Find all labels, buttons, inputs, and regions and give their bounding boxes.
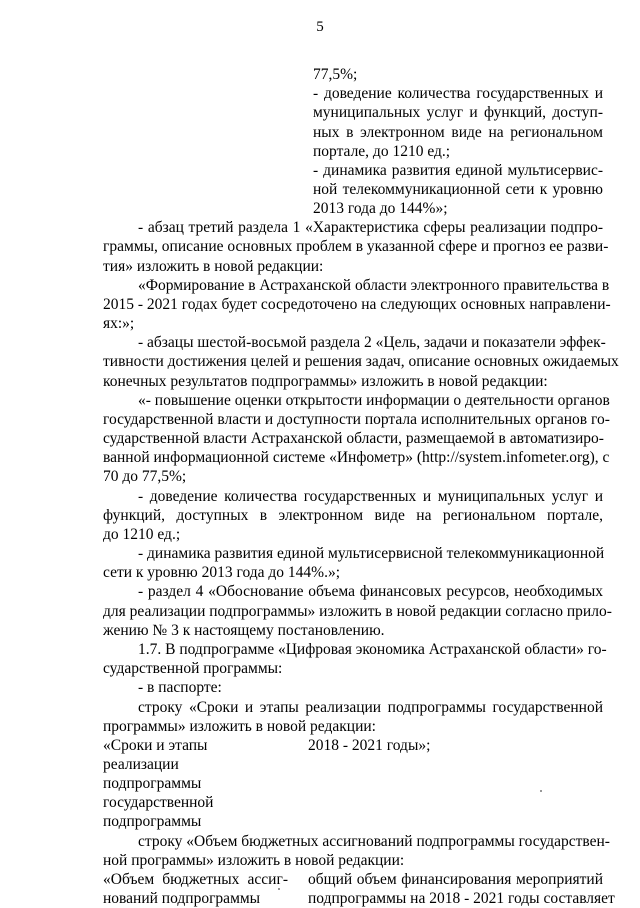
- text-line: - абзац третий раздела 1 «Характеристика сферы реализации подпро-: [138, 219, 603, 236]
- text-line: муниципальных услуг и функций, доступ-: [313, 104, 603, 121]
- text-line: жению № 3 к настоящему постановлению.: [103, 622, 385, 639]
- text-line: - доведение количества государственных и: [313, 85, 603, 102]
- text-line: - динамика развития единой мультисервисной телекоммуникационной: [138, 545, 605, 562]
- text-line: ванной информационной системе «Инфометр» (http://system.infometer.org), с: [103, 449, 610, 466]
- table-cell-left: реализации: [103, 756, 179, 773]
- scan-speck: [540, 790, 542, 792]
- text-line: тия» изложить в новой редакции:: [103, 258, 324, 275]
- text-line: портале, до 1210 ед.;: [313, 143, 451, 160]
- table-cell-left: «Сроки и этапы: [103, 737, 208, 754]
- text-line: граммы, описание основных проблем в указанной сфере и прогноз ее разви-: [103, 238, 609, 255]
- table-cell-left: подпрограммы: [103, 813, 202, 830]
- text-line: 2013 года до 144%»;: [313, 200, 448, 217]
- text-line: для реализации подпрограммы» изложить в новой редакции согласно прило-: [103, 603, 612, 620]
- table-cell-right: подпрограммы на 2018 - 2021 годы составляет: [308, 890, 615, 907]
- text-line: 1.7. В подпрограмме «Цифровая экономика Астраханской области» го-: [138, 641, 607, 658]
- text-line: программы» изложить в новой редакции:: [103, 718, 376, 735]
- text-line: ной телекоммуникационной сети к уровню: [313, 181, 603, 198]
- text-line: «Формирование в Астраханской области электронного правительства в: [138, 277, 610, 294]
- text-line: государственной власти и доступности портала исполнительных органов го-: [103, 411, 610, 428]
- text-line: - раздел 4 «Обоснование объема финансовых ресурсов, необходимых: [138, 583, 603, 600]
- table-cell-right: общий объем финансирования мероприятий: [308, 871, 603, 888]
- text-line: - в паспорте:: [138, 679, 222, 696]
- text-line: - абзацы шестой-восьмой раздела 2 «Цель, задачи и показатели эффек-: [138, 334, 606, 351]
- scan-speck: [278, 888, 280, 890]
- text-line: «- повышение оценки открытости информации о деятельности органов: [138, 392, 610, 409]
- text-line: ях:»;: [103, 315, 135, 332]
- text-line: - доведение количества государственных и муниципальных услуг и: [138, 488, 603, 505]
- table-cell-left: «Объем бюджетных ассиг-: [103, 871, 288, 888]
- text-line: ных в электронном виде на региональном: [313, 124, 603, 141]
- text-line: 70 до 77,5%;: [103, 468, 187, 485]
- text-line: сети к уровню 2013 года до 144%.»;: [103, 564, 341, 581]
- text-line: функций, доступных в электронном виде на региональном портале,: [103, 507, 603, 524]
- text-line: до 1210 ед.;: [103, 526, 181, 543]
- text-line: строку «Объем бюджетных ассигнований подпрограммы государствен-: [138, 833, 610, 850]
- table-cell-right: 2018 - 2021 годы»;: [308, 737, 431, 754]
- text-line: - динамика развития единой мультисервис-: [313, 162, 603, 179]
- table-cell-left: нований подпрограммы: [103, 890, 261, 907]
- text-line: тивности достижения целей и решения задач, описание основных ожидаемых: [103, 353, 619, 370]
- table-cell-left: подпрограммы: [103, 775, 202, 792]
- text-line: 77,5%;: [313, 66, 358, 83]
- table-cell-left: государственной: [103, 794, 214, 811]
- page-number: 5: [316, 19, 324, 35]
- text-line: сударственной власти Астраханской области, размещаемой в автоматизиро-: [103, 430, 604, 447]
- text-line: ной программы» изложить в новой редакции:: [103, 852, 405, 869]
- text-line: строку «Сроки и этапы реализации подпрограммы государственной: [138, 699, 603, 716]
- text-line: 2015 - 2021 годах будет сосредоточено на следующих основных направлени-: [103, 296, 611, 313]
- text-line: сударственной программы:: [103, 660, 283, 677]
- text-line: конечных результатов подпрограммы» изложить в новой редакции:: [103, 373, 548, 390]
